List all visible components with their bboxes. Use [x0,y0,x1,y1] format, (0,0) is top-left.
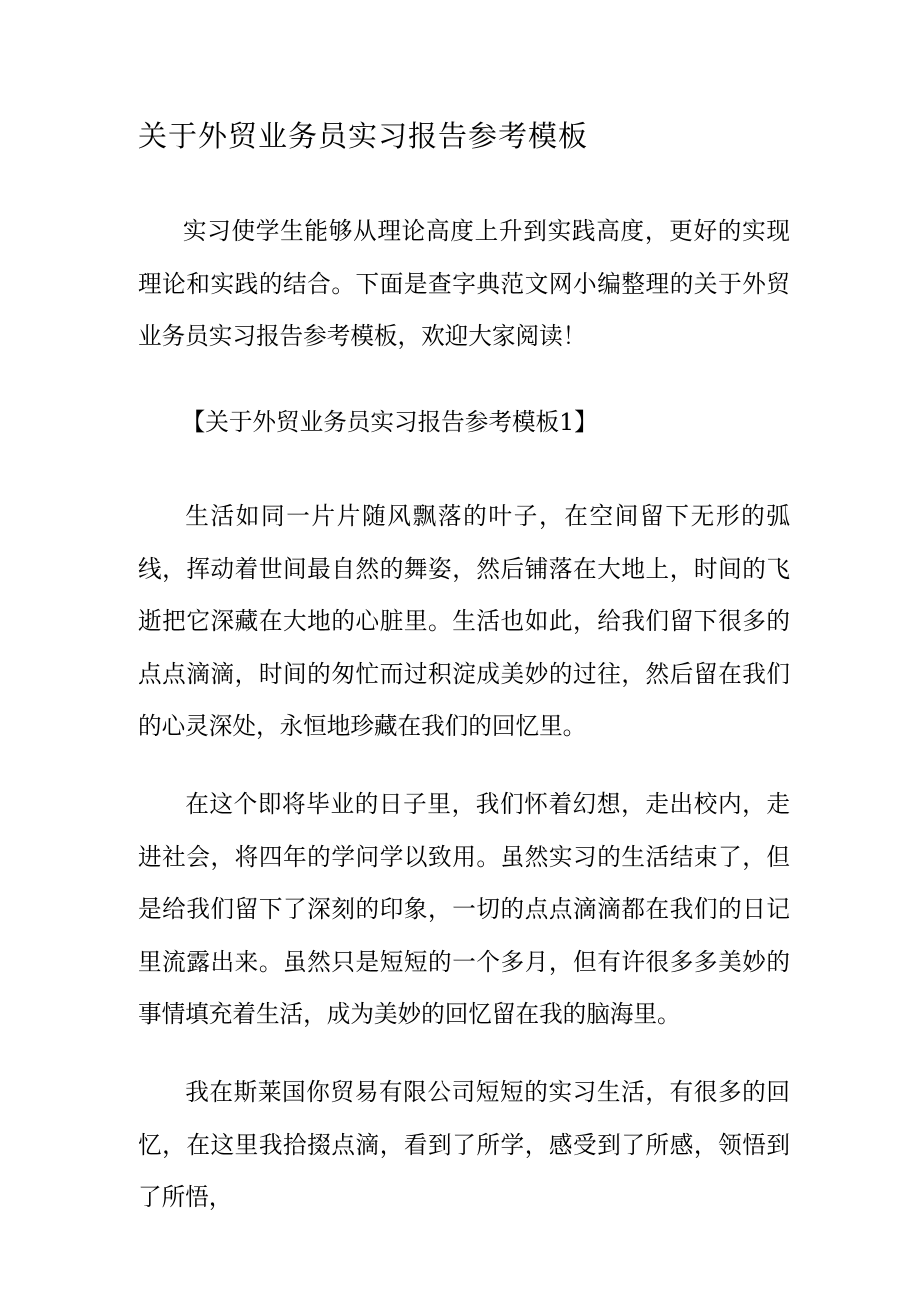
body-paragraph-3: 我在斯莱国你贸易有限公司短短的实习生活，有很多的回忆，在这里我拾掇点滴，看到了所学，感受到了所感，领悟到了所悟， [138,1078,790,1212]
intro-paragraph: 实习使学生能够从理论高度上升到实践高度，更好的实现理论和实践的结合。下面是查字典范文网小编整理的关于外贸业务员实习报告参考模板，欢迎大家阅读！ [138,217,790,351]
body-paragraph-2: 在这个即将毕业的日子里，我们怀着幻想，走出校内，走进社会，将四年的学问学以致用。虽然实习的生活结束了，但是给我们留下了深刻的印象，一切的点点滴滴都在我们的日记里流露出来。虽然只是短短的一个多月，但有许很多多美妙的事情填充着生活，成为美妙的回忆留在我的脑海里。 [138,790,790,1029]
body-paragraph-1: 生活如同一片片随风飘落的叶子，在空间留下无形的弧线，挥动着世间最自然的舞姿，然后铺落在大地上，时间的飞逝把它深藏在大地的心脏里。生活也如此，给我们留下很多的点点滴滴，时间的匆忙而过积淀成美妙的过往，然后留在我们的心灵深处，永恒地珍藏在我们的回忆里。 [138,502,790,741]
section-heading: 【关于外贸业务员实习报告参考模板1】 [181,408,598,436]
document-title: 关于外贸业务员实习报告参考模板 [138,119,589,153]
